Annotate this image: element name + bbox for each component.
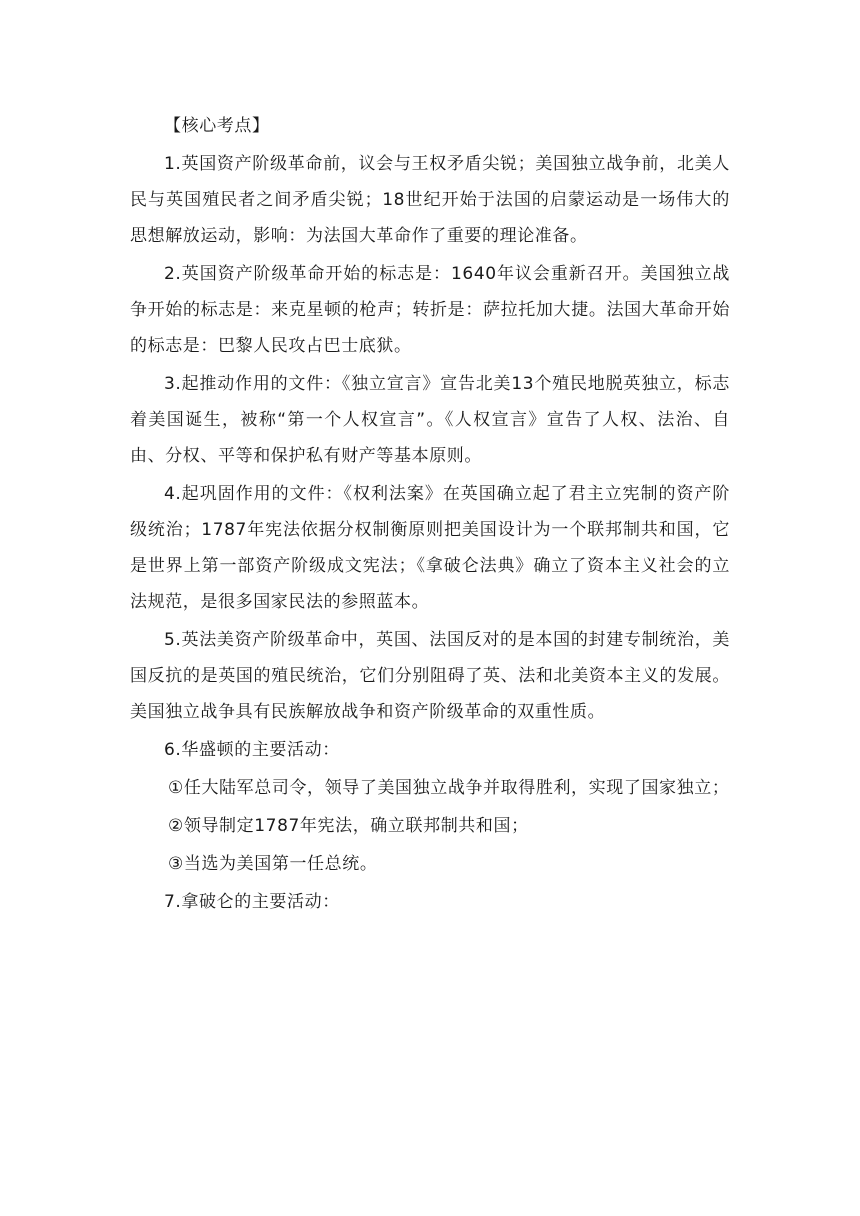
paragraph-4: 4.起巩固作用的文件：《权利法案》在英国确立起了君主立宪制的资产阶级统治；1787年宪法依据分权制衡原则把美国设计为一个联邦制共和国，它是世界上第一部资产阶级成文宪法；《拿破仑法典》确立了资本主义社会的立法规范，是很多国家民法的参照蓝本。 — [130, 484, 730, 612]
paragraph-2: 2.英国资产阶级革命开始的标志是：1640年议会重新召开。美国独立战争开始的标志是：来克星顿的枪声；转折是：萨拉托加大捷。法国大革命开始的标志是：巴黎人民攻占巴士底狱。 — [130, 264, 730, 356]
paragraph-5: 5.英法美资产阶级革命中，英国、法国反对的是本国的封建专制统治，美国反抗的是英国的殖民统治，它们分别阻碍了英、法和北美资本主义的发展。美国独立战争具有民族解放战争和资产阶级革命的双重性质。 — [130, 630, 730, 722]
section-heading: 【核心考点】 — [164, 116, 270, 136]
paragraph-1: 1.英国资产阶级革命前，议会与王权矛盾尖锐；美国独立战争前，北美人民与英国殖民者之间矛盾尖锐；18世纪开始于法国的启蒙运动是一场伟大的思想解放运动，影响：为法国大革命作了重要的理论准备。 — [130, 154, 730, 246]
section-6-item-3: ③当选为美国第一任总统。 — [168, 854, 378, 874]
section-6-title: 6.华盛顿的主要活动： — [164, 740, 340, 760]
section-6-item-1: ①任大陆军总司令，领导了美国独立战争并取得胜利，实现了国家独立； — [168, 778, 730, 798]
section-7-title: 7.拿破仑的主要活动： — [164, 892, 340, 912]
paragraph-3: 3.起推动作用的文件：《独立宣言》宣告北美13个殖民地脱英独立，标志着美国诞生，被称“第一个人权宣言”。《人权宣言》宣告了人权、法治、自由、分权、平等和保护私有财产等基本原则。 — [130, 374, 730, 466]
section-6-item-2: ②领导制定1787年宪法，确立联邦制共和国； — [168, 816, 529, 836]
document-body — [130, 108, 730, 922]
